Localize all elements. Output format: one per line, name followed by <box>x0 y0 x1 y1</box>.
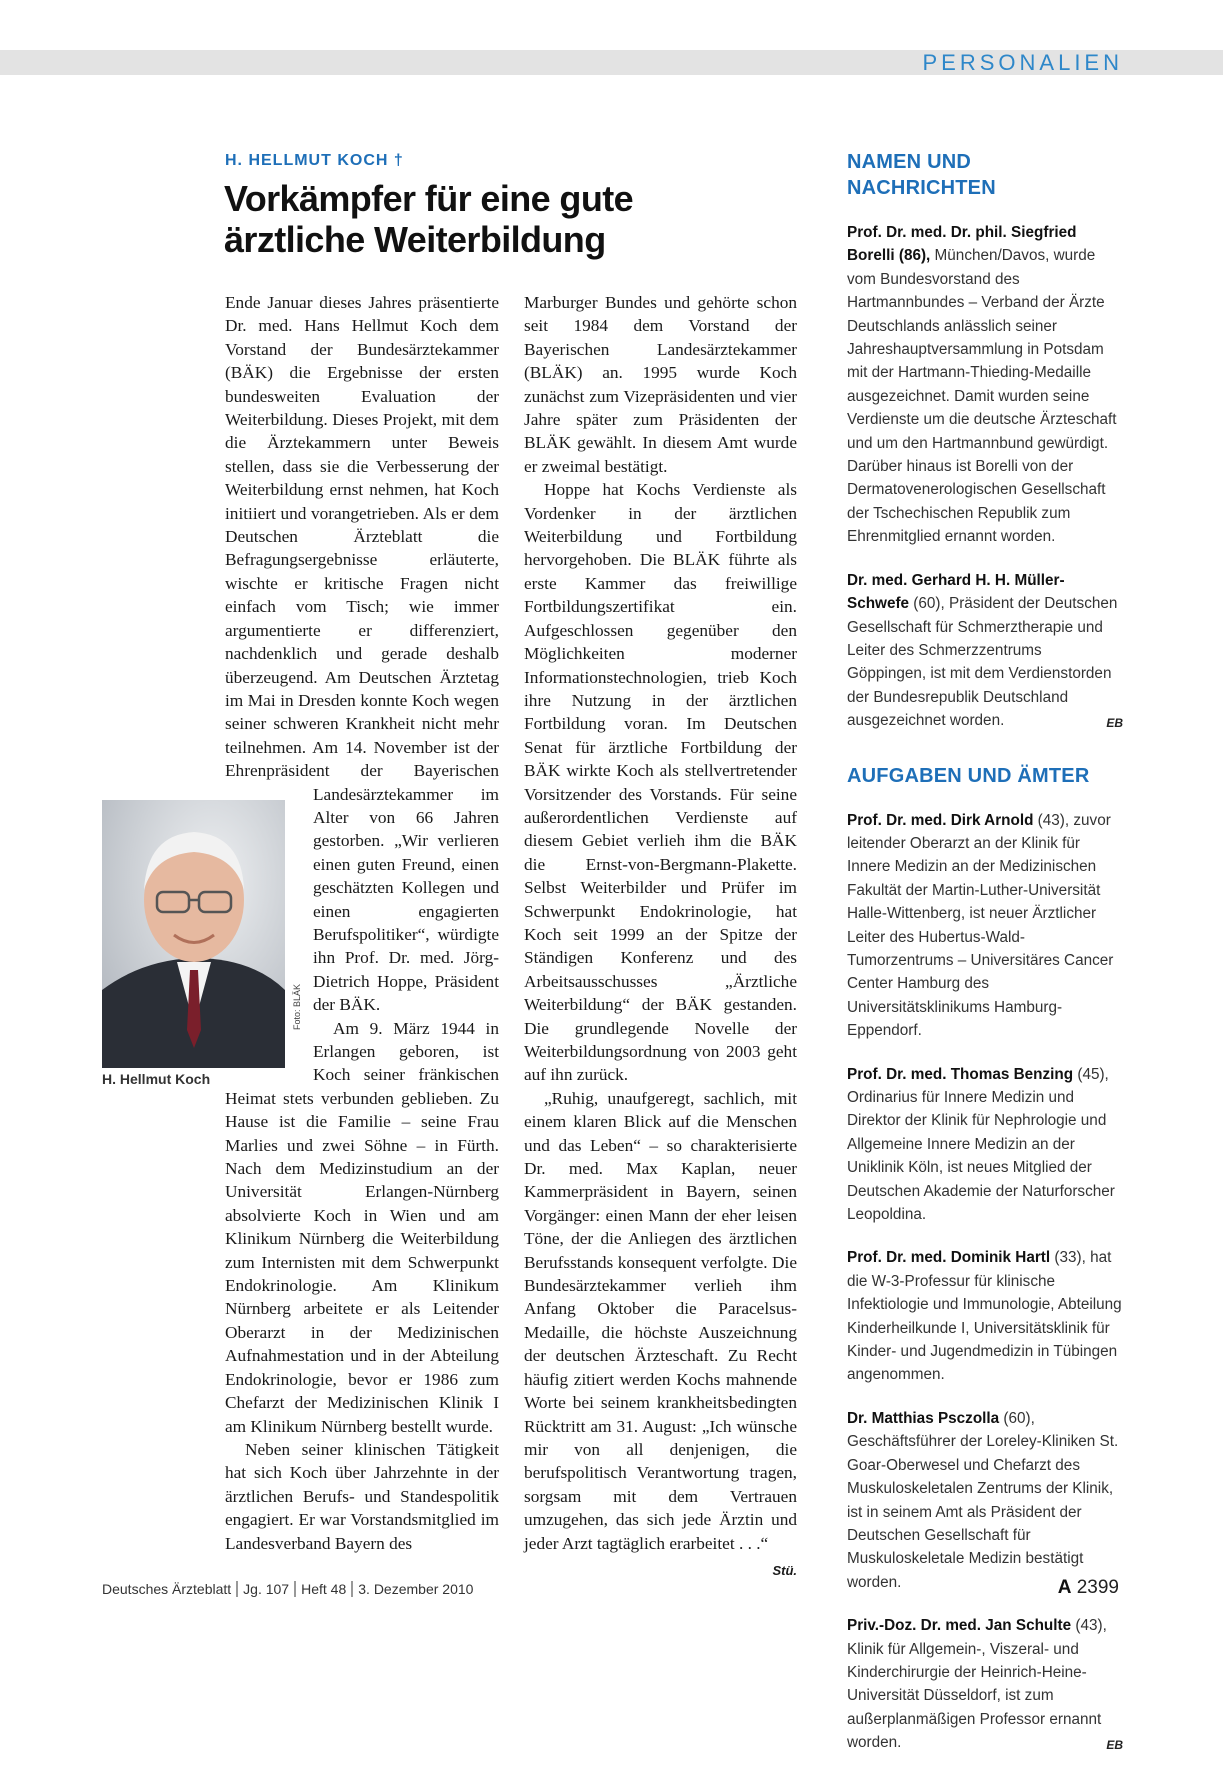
col2-paragraph-2: Hoppe hat Kochs Verdienste als Vordenker in der ärztlichen Weiterbildung und Fortbildung hervorgehoben. Die BLÄK führte als erste Kammer das freiwillige Fortbildungszertifikat ein. Aufgeschlossen gegenüber den Möglichkeiten moderner Informationstechnologien, trieb Koch ihre Nutzung in der ärztlichen Fortbildung voran. Im Deutschen Senat für ärztliche Fortbildung der BÄK wirkte Koch als stellvertretender Vorsitzender des Vorstands. Für seine außerordentlichen Verdienste auf diesem Gebiet verlieh ihm die BÄK die Ernst-von-Bergmann-Plakette. Selbst Weiterbilder und Prüfer im Schwerpunkt Endokrinologie, hat Koch seit 1999 an der Spitze der Ständigen Konferenz und des Arbeitsausschusses „Ärztliche Weiterbildung“ der BÄK gestanden. Die grundlegende Novelle der Weiterbildungsordnung von 2003 geht auf ihn zurück. <box>524 480 797 1085</box>
footer-separator <box>351 1581 353 1597</box>
col1-paragraph-2: Am 9. März 1944 in Erlangen geboren, ist Koch seiner fränkischen Heimat stets verbunden geblieben. Zu Hause ist die Familie – seine Frau Marlies und zwei Söhne – in Fürth. Nach dem Medizinstudium an der Universität Erlangen-Nürnberg absolvierte Koch in Wien und am Klinikum Nürnberg die Weiterbildung zum Internisten mit dem Schwerpunkt Endokrinologie. Am Klinikum Nürnberg arbeitete er als Leitender Oberarzt in der Medizinischen Aufnahmestation und in der Abteilung Endokrinologie, bevor er 1986 zum Chefarzt der Medizinischen Klinik I am Klinikum Nürnberg bestellt wurde. <box>225 1018 499 1436</box>
col1-paragraph-3: Neben seiner klinischen Tätigkeit hat sich Koch über Jahrzehnte in der ärztlichen Berufs- und Standespolitik engagiert. Er war Vorstandsmitglied im Landesverband Bayern des <box>225 1439 499 1553</box>
news-signature: EB <box>1106 716 1123 731</box>
journal-volume: Jg. 107 <box>243 1581 290 1597</box>
article-kicker: H. HELLMUT KOCH † <box>225 152 404 169</box>
appointment-entry: Prof. Dr. med. Thomas Benzing (45), Ordinarius für Innere Medizin und Direktor der Klinik für Nephrologie und Allgemeine Innere Medizin an der Uniklinik Köln, ist neues Mitglied der Deutschen Akademie der Naturforscher Leopoldina. <box>847 1065 1115 1224</box>
sidebar-heading-aufgaben: AUFGABEN UND ÄMTER <box>847 764 1090 787</box>
photo-caption: H. Hellmut Koch <box>102 1071 211 1087</box>
appointment-entry: Prof. Dr. med. Dirk Arnold (43), zuvor leitender Oberarzt an der Klinik für Innere Medizin an der Medizinischen Fakultät der Martin-Luther-Universität Halle-Wittenberg, ist neuer Ärztlicher Leiter des Hubertus-Wald-Tumorzentrums – Universitäres Cancer Center Hamburg des Universitätsklinikums Hamburg-Eppendorf. <box>847 811 1114 1040</box>
sidebar-heading-namen: NAMEN UND NACHRICHTEN <box>847 151 996 199</box>
article-signature: Stü. <box>772 1562 797 1578</box>
news-entry: Prof. Dr. med. Dr. phil. Siegfried Borelli (86), München/Davos, wurde vom Bundesvorstand des Hartmannbundes – Verband der Ärzte Deutschlands anlässlich seiner Jahreshauptversammlung in Potsdam mit der Hartmann-Thieding-Medaille ausgezeichnet. Damit wurden seine Verdienste um die deutsche Ärzteschaft und um den Hartmannbund gewürdigt. Darüber hinaus ist Borelli von der Dermatovenerologischen Gesellschaft der Tschechischen Republik zum Ehrenmitglied ernannt worden. <box>847 224 1117 546</box>
appointment-entry: Prof. Dr. med. Dominik Hartl (33), hat die W-3-Professur für klinische Infektiologie und Immunologie, Abteilung Kinderheilkunde I, Universitätsklinik für Kinder- und Jugendmedizin in Tübingen angenommen. <box>847 1249 1122 1384</box>
appointment-signature: EB <box>1106 1738 1123 1753</box>
col2-paragraph-3: „Ruhig, unaufgeregt, sachlich, mit einem klaren Blick auf die Menschen und das Leben“ – so charakterisierte Dr. med. Max Kaplan, neuer Kammerpräsident in Bayern, seinen Vorgänger: einen Mann der eher leisen Töne, der die Anliegen des ärztlichen Berufsstands konsequent verfolgte. Die Bundesärztekammer verlieh ihm Anfang Oktober die Paracelsus-Medaille, die höchste Auszeichnung der deutschen Ärzteschaft. Zu Recht häufig zitiert werden Kochs mahnende Worte bei seinem krankheitsbedingten Rücktritt am 31. August: „Ich wünsche mir von all denjenigen, die berufspolitisch Verantwortung tragen, sorgsam mit dem Vertrauen umzugehen, das sich jede Ärztin und jeder Arzt tagtäglich erarbeitet . . .“ Stü. <box>524 1087 797 1555</box>
appointment-entry: Priv.-Doz. Dr. med. Jan Schulte (43), Klinik für Allgemein-, Viszeral- und Kinderchirurgie der Heinrich-Heine-Universität Düsseldorf, ist zum außerplanmäßigen Professor ernannt worden. EB <box>847 1614 1123 1754</box>
appointment-entry: Dr. Matthias Psczolla (60), Geschäftsführer der Loreley-Kliniken St. Goar-Oberwesel und Chefarzt des Muskuloskeletalen Zentrums der Klinik, ist in seinem Amt als Präsident der Deutschen Gesellschaft für Muskuloskeletale Medizin bestätigt worden. <box>847 1409 1119 1591</box>
article-headline: Vorkämpfer für eine gute ärztliche Weiterbildung <box>224 178 634 260</box>
journal-issue: Heft 48 <box>301 1581 347 1597</box>
section-label: PERSONALIEN <box>922 50 1123 75</box>
col2-paragraph-1: Marburger Bundes und gehörte schon seit 1984 dem Vorstand der Bayerischen Landesärztekammer (BLÄK) an. 1995 wurde Koch zunächst zum Vizepräsidenten und vier Jahre später zum Präsidenten der BLÄK gewählt. In diesem Amt wurde er zweimal bestätigt. <box>524 293 797 476</box>
journal-name: Deutsches Ärzteblatt <box>102 1581 232 1597</box>
news-entry: Dr. med. Gerhard H. H. Müller-Schwefe (60), Präsident der Deutschen Gesellschaft für Schmerztherapie und Leiter des Schmerzzentrums Göppingen, ist mit dem Verdienstorden der Bundesrepublik Deutschland ausgezeichnet worden. EB <box>847 569 1123 733</box>
sidebar-news <box>847 149 1123 1775</box>
page-number: A 2399 <box>1057 1577 1119 1598</box>
footer-separator <box>294 1581 296 1597</box>
journal-date: 3. Dezember 2010 <box>358 1581 474 1597</box>
footer-separator <box>236 1581 238 1597</box>
portrait-image-icon <box>102 800 285 1068</box>
portrait-photo <box>102 800 285 1068</box>
col1-paragraph-1: Ende Januar dieses Jahres präsentierte Dr. med. Hans Hellmut Koch dem Vorstand der Bundesärztekammer (BÄK) die Ergebnisse der ersten bundesweiten Evaluation der Weiterbildung. Dieses Projekt, mit dem die Ärztekammern unter Beweis stellen, dass sie die Verbesserung der Weiterbildung ernst nehmen, hat Koch initiiert und vorangetrieben. Als er dem Deutschen Ärzteblatt die Befragungsergebnisse erläuterte, wischte er kritische Fragen nicht einfach vom Tisch; wie immer argumentierte er differenziert, nachdenklich und gerade deshalb überzeugend. Am Deutschen Ärztetag im Mai in Dresden konnte Koch wegen seiner schweren Krankheit nicht mehr teilnehmen. Am 14. November ist der Ehrenpräsident der Bayerischen Landesärztekammer im Alter von 66 Jahren gestorben. „Wir verlieren einen guten Freund, einen geschätzten Kollegen und einen engagierten Berufspolitiker“, würdigte ihn Prof. Dr. med. Jörg-Dietrich Hoppe, Präsident der BÄK. <box>225 291 499 1017</box>
article-column-2 <box>524 291 797 1582</box>
page-footer <box>102 1581 473 1597</box>
photo-credit: Foto: BLÄK <box>292 983 302 1030</box>
